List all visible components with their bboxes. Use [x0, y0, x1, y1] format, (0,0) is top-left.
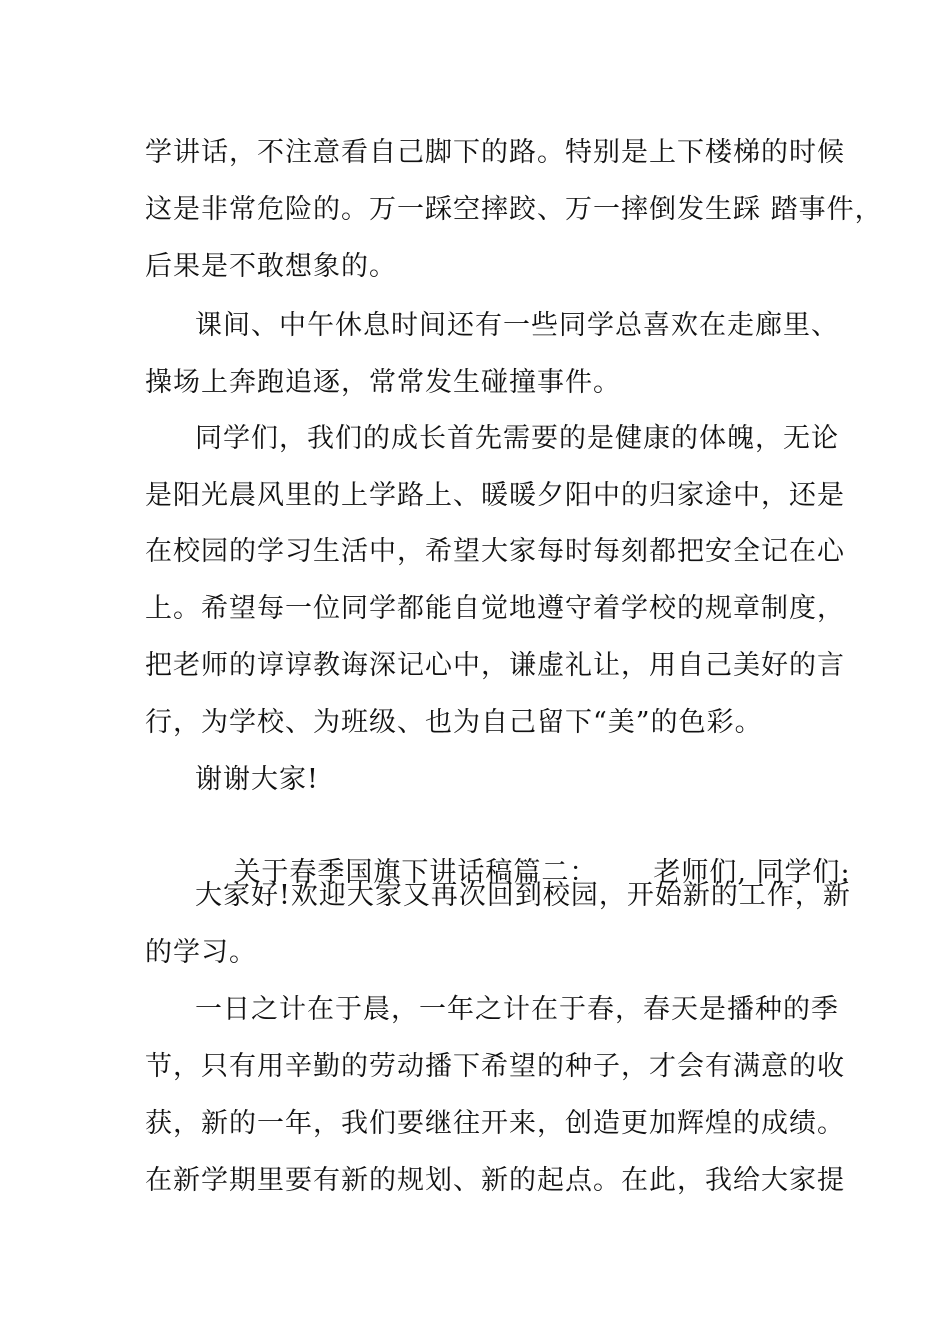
closing-line: 谢谢大家!	[195, 764, 319, 795]
text-line: 上。希望每一位同学都能自觉地遵守着学校的规章制度，	[145, 593, 845, 624]
paragraph-start-line: 一日之计在于晨，一年之计在于春，春天是播种的季	[195, 994, 839, 1025]
text-line: 节，只有用辛勤的劳动播下希望的种子，才会有满意的收	[145, 1051, 845, 1082]
salutation: 老师们, 同学们:	[653, 857, 851, 888]
text-line: 后果是不敢想象的。	[145, 251, 397, 282]
text-line: 是阳光晨风里的上学路上、暖暖夕阳中的归家途中，还是	[145, 480, 845, 511]
text-line: 在新学期里要有新的规划、新的起点。在此，我给大家提	[145, 1165, 845, 1196]
text-line: 在校园的学习生活中，希望大家每时每刻都把安全记在心	[145, 536, 845, 567]
paragraph-start-line: 大家好!欢迎大家又再次回到校园，开始新的工作，新	[195, 880, 851, 911]
text-line: 把老师的谆谆教诲深记心中，谦虚礼让，用自己美好的言	[145, 650, 845, 681]
paragraph-start-line: 课间、中午休息时间还有一些同学总喜欢在走廊里、	[195, 310, 839, 341]
text-line: 操场上奔跑追逐，常常发生碰撞事件。	[145, 367, 621, 398]
section-title: 关于春季国旗下讲话稿篇二：	[233, 857, 598, 888]
paragraph-start-line: 同学们，我们的成长首先需要的是健康的体魄，无论	[195, 423, 839, 454]
text-line: 的学习。	[145, 937, 257, 968]
text-line: 这是非常危险的。万一踩空摔跤、万一摔倒发生踩 踏事件，	[145, 194, 883, 225]
text-line: 获，新的一年，我们要继往开来，创造更加辉煌的成绩。	[145, 1108, 845, 1139]
text-line: 学讲话，不注意看自己脚下的路。特别是上下楼梯的时候	[145, 137, 845, 168]
text-line: 行，为学校、为班级、也为自己留下“美”的色彩。	[145, 707, 763, 738]
